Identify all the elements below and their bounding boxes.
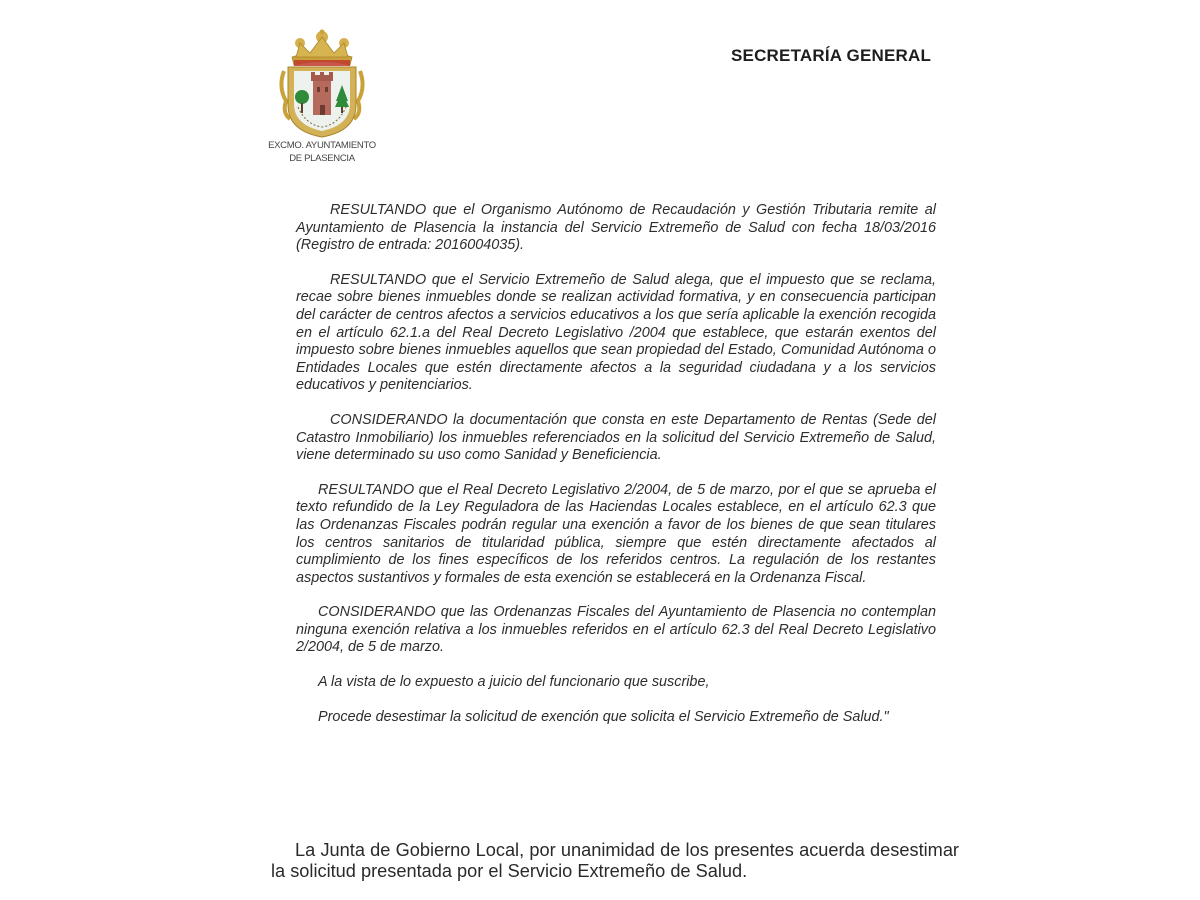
institution-name — [262, 139, 382, 165]
paragraph-text: Procede desestimar la solicitud de exención que solicita el Servicio Extremeño de Salud." — [318, 708, 889, 725]
document-body — [296, 202, 936, 743]
paragraph-text: la documentación que consta en este Departamento de Rentas (Sede del Catastro Inmobiliario) los inmuebles referenciados en la solicitud del Servicio Extremeño de Salud, viene determinado su uso como Sanidad y Beneficiencia. — [296, 411, 936, 464]
department-title: SECRETARÍA GENERAL — [731, 46, 932, 65]
paragraph-text: que el Servicio Extremeño de Salud alega, que el impuesto que se reclama, recae sobre bienes inmuebles donde se realizan actividad formativa, y en consecuencia participan del carácter de centros afectos a servicios educativos a los que sería aplicable la exención recogida en el artículo 62.1.a del Real Decreto Legislativo /2004 que establece, que estarán exentos del impuesto sobre bienes inmuebles aquellos que sean propiedad del Estado, Comunidad Autónoma o Entidades Locales que estén directamente afectos a la seguridad ciudadana y a los servicios educativos y penitenciarios. — [296, 271, 936, 394]
paragraph-resultando-2 — [296, 272, 936, 395]
paragraph-lead: RESULTANDO — [318, 481, 415, 498]
paragraph-text: A la vista de lo expuesto a juicio del funcionario que suscribe, — [318, 674, 710, 691]
paragraph-lead: CONSIDERANDO — [318, 604, 436, 621]
paragraph-procede — [296, 709, 936, 727]
resolution-text: La Junta de Gobierno Local, por unanimidad de los presentes acuerda desestimar la solicitud presentada por el Servicio Extremeño de Salud. — [271, 840, 959, 881]
paragraph-vista — [296, 674, 936, 692]
paragraph-resultando-1 — [296, 202, 936, 255]
paragraph-lead: CONSIDERANDO — [330, 411, 448, 428]
paragraph-lead: RESULTANDO — [330, 271, 427, 288]
coat-of-arms-icon — [276, 27, 368, 139]
institution-line-1: EXCMO. AYUNTAMIENTO — [268, 140, 376, 151]
paragraph-text: que el Organismo Autónomo de Recaudación y Gestión Tributaria remite al Ayuntamiento de Plasencia la instancia del Servicio Extremeño de Salud con fecha 18/03/2016 (Registro de entrada: 2016004035). — [296, 202, 936, 254]
paragraph-considerando-2 — [296, 604, 936, 657]
paragraph-text: que el Real Decreto Legislativo 2/2004, de 5 de marzo, por el que se aprueba el texto refundido de la Ley Reguladora de las Haciendas Locales establece, en el artículo 62.3 que las Ordenanzas Fiscales podrán regular una exención a favor de los bienes de que sean titulares los centros sanitarios de titularidad pública, siempre que estén directamente afectados al cumplimiento de los fines específicos de los referidos centros. La regulación de los restantes aspectos sustantivos y formales de esta exención se establecerá en la Ordenanza Fiscal. — [296, 481, 936, 586]
paragraph-lead: RESULTANDO — [330, 202, 427, 218]
paragraph-considerando-1 — [296, 412, 936, 465]
institution-line-2: DE PLASENCIA — [289, 153, 355, 164]
paragraph-text: que las Ordenanzas Fiscales del Ayuntamiento de Plasencia no contemplan ninguna exención relativa a los inmuebles referidos en el artículo 62.3 del Real Decreto Legislativo 2/2004, de 5 de marzo. — [296, 604, 936, 656]
paragraph-resultando-3 — [296, 482, 936, 588]
